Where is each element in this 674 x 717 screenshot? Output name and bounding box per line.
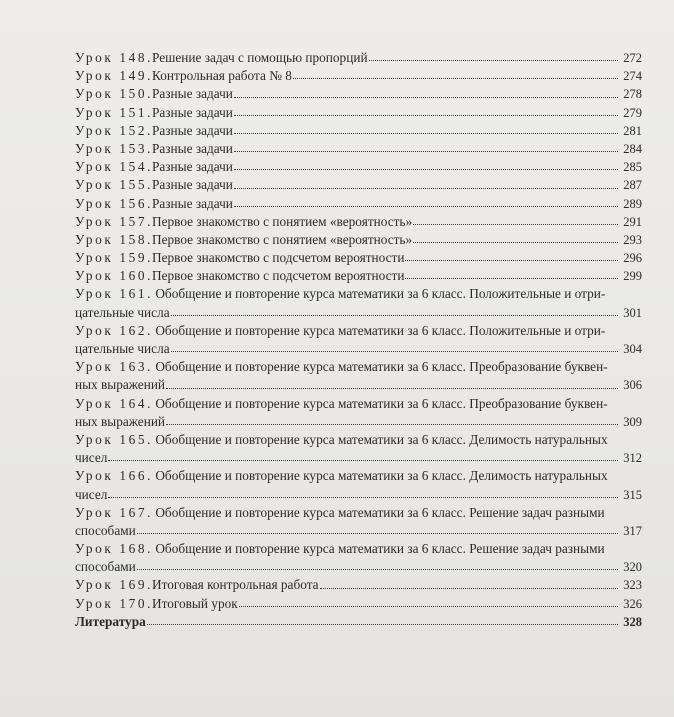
dot-leader	[166, 424, 618, 425]
literature-title: Литература	[75, 613, 146, 629]
lesson-title: Разные задачи	[152, 177, 233, 193]
dot-leader	[234, 133, 618, 134]
toc-entry-161	[75, 285, 642, 321]
page-number: 289	[623, 196, 642, 211]
dot-leader	[239, 606, 618, 607]
dot-leader	[293, 78, 618, 79]
toc-entry-153	[75, 140, 642, 158]
dot-leader	[369, 60, 618, 61]
lesson-title-continued: способами	[75, 522, 136, 538]
lesson-label: Урок 159.	[75, 250, 153, 266]
dot-leader	[166, 388, 618, 389]
dot-leader	[108, 460, 618, 461]
page-number: 279	[623, 105, 642, 120]
lesson-title: Обобщение и повторение курса математики за 6 класс. Преобразование буквен-	[155, 359, 608, 375]
lesson-title: Первое знакомство с понятием «вероятность»	[152, 213, 413, 229]
lesson-label: Урок 153.	[75, 140, 153, 156]
lesson-label: Урок 169.	[75, 577, 153, 593]
dot-leader	[413, 224, 618, 225]
page-number: 287	[623, 178, 642, 193]
lesson-title: Решение задач с помощью пропорций	[152, 50, 368, 65]
lesson-label: Урок 158.	[75, 231, 153, 247]
page-number: 309	[623, 414, 642, 429]
toc-entry-159	[75, 249, 642, 267]
lesson-title-continued: цательные числа	[75, 341, 170, 356]
lesson-label: Урок 167.	[75, 504, 153, 520]
dot-leader	[171, 351, 618, 352]
dot-leader	[405, 260, 618, 261]
page-number: 293	[623, 232, 642, 247]
page-number: 315	[623, 487, 642, 502]
lesson-title: Обобщение и повторение курса математики за 6 класс. Положительные и отри-	[155, 322, 606, 338]
lesson-label: Урок 148.	[75, 50, 153, 65]
lesson-title-continued: ных выражений	[75, 413, 166, 429]
page-number: 278	[623, 87, 642, 102]
lesson-title: Обобщение и повторение курса математики за 6 класс. Решение задач разными	[155, 504, 605, 520]
toc-entry-165	[75, 431, 642, 467]
lesson-title: Контрольная работа № 8	[152, 68, 292, 84]
toc-entry-150	[75, 85, 642, 103]
toc-entry-166	[75, 467, 642, 503]
lesson-label: Урок 170.	[75, 595, 153, 611]
dot-leader	[405, 278, 618, 279]
lesson-title: Разные задачи	[152, 195, 233, 211]
toc-entry-168	[75, 540, 642, 576]
lesson-title-continued: чисел	[75, 486, 108, 502]
lesson-title: Первое знакомство с подсчетом вероятности	[152, 250, 405, 266]
lesson-title: Первое знакомство с подсчетом вероятности	[152, 268, 405, 284]
page-number: 301	[623, 305, 642, 320]
lesson-title: Обобщение и повторение курса математики за 6 класс. Положительные и отри-	[155, 286, 606, 302]
dot-leader	[413, 242, 618, 243]
page-number: 317	[623, 523, 642, 538]
lesson-label: Урок 157.	[75, 213, 153, 229]
toc-entry-158	[75, 231, 642, 249]
lesson-label: Урок 155.	[75, 177, 153, 193]
toc-entry-154	[75, 158, 642, 176]
page-number: 274	[623, 69, 642, 84]
lesson-title: Разные задачи	[152, 122, 233, 138]
lesson-label: Урок 160.	[75, 268, 153, 284]
page-number: 281	[623, 123, 642, 138]
lesson-title-continued: цательные числа	[75, 304, 170, 320]
toc-entry-164	[75, 395, 642, 431]
dot-leader	[234, 115, 618, 116]
lesson-label: Урок 165.	[75, 431, 153, 447]
page-number: 299	[623, 269, 642, 284]
toc-entry-170	[75, 595, 642, 613]
dot-leader	[234, 169, 618, 170]
lesson-label: Урок 152.	[75, 122, 153, 138]
toc-entry-157	[75, 213, 642, 231]
lesson-title: Первое знакомство с понятием «вероятность»	[152, 231, 413, 247]
lesson-label: Урок 149.	[75, 68, 153, 84]
toc-entry-155	[75, 176, 642, 194]
dot-leader	[137, 533, 618, 534]
dot-leader	[234, 206, 618, 207]
lesson-title: Разные задачи	[152, 159, 233, 175]
lesson-label: Урок 168.	[75, 541, 153, 557]
dot-leader	[320, 588, 618, 589]
toc-entry-163	[75, 358, 642, 394]
page-number: 304	[623, 342, 642, 356]
page-number: 326	[623, 596, 642, 611]
table-of-contents	[75, 49, 642, 631]
page-number: 328	[623, 614, 642, 629]
page-number: 291	[623, 214, 642, 229]
toc-entry-149	[75, 67, 642, 85]
toc-entry-literature	[75, 613, 642, 631]
lesson-title: Итоговая контрольная работа	[152, 577, 319, 593]
lesson-title: Разные задачи	[152, 140, 233, 156]
toc-entry-152	[75, 122, 642, 140]
lesson-label: Урок 161.	[75, 286, 153, 302]
toc-entry-162	[75, 322, 642, 358]
lesson-title: Обобщение и повторение курса математики за 6 класс. Делимость натуральных	[155, 468, 608, 484]
page-number: 312	[623, 451, 642, 466]
page-number: 296	[623, 251, 642, 266]
page-number: 323	[623, 578, 642, 593]
lesson-title-continued: способами	[75, 559, 136, 575]
lesson-label: Урок 163.	[75, 359, 153, 375]
dot-leader	[234, 151, 618, 152]
toc-entry-169	[75, 576, 642, 594]
lesson-title: Разные задачи	[152, 104, 233, 120]
page-number: 284	[623, 141, 642, 156]
page-number: 285	[623, 160, 642, 175]
lesson-label: Урок 150.	[75, 86, 153, 102]
lesson-label: Урок 166.	[75, 468, 153, 484]
lesson-title: Обобщение и повторение курса математики за 6 класс. Делимость натуральных	[155, 431, 608, 447]
lesson-label: Урок 162.	[75, 322, 153, 338]
dot-leader	[108, 497, 618, 498]
toc-entry-160	[75, 267, 642, 285]
toc-entry-148	[75, 49, 642, 67]
lesson-title: Обобщение и повторение курса математики за 6 класс. Преобразование буквен-	[155, 395, 608, 411]
toc-entry-156	[75, 195, 642, 213]
dot-leader	[147, 624, 618, 625]
dot-leader	[234, 97, 618, 98]
lesson-title: Обобщение и повторение курса математики за 6 класс. Решение задач разными	[155, 541, 605, 557]
dot-leader	[171, 315, 618, 316]
page-number: 272	[623, 51, 642, 65]
toc-entry-151	[75, 104, 642, 122]
lesson-label: Урок 151.	[75, 104, 153, 120]
lesson-title: Разные задачи	[152, 86, 233, 102]
toc-entry-167	[75, 504, 642, 540]
page-number: 320	[623, 560, 642, 575]
dot-leader	[234, 188, 618, 189]
dot-leader	[137, 569, 618, 570]
page-number: 306	[623, 378, 642, 393]
lesson-title-continued: чисел	[75, 450, 108, 466]
lesson-label: Урок 164.	[75, 395, 153, 411]
lesson-label: Урок 156.	[75, 195, 153, 211]
lesson-title: Итоговый урок	[152, 595, 238, 611]
lesson-label: Урок 154.	[75, 159, 153, 175]
lesson-title-continued: ных выражений	[75, 377, 166, 393]
